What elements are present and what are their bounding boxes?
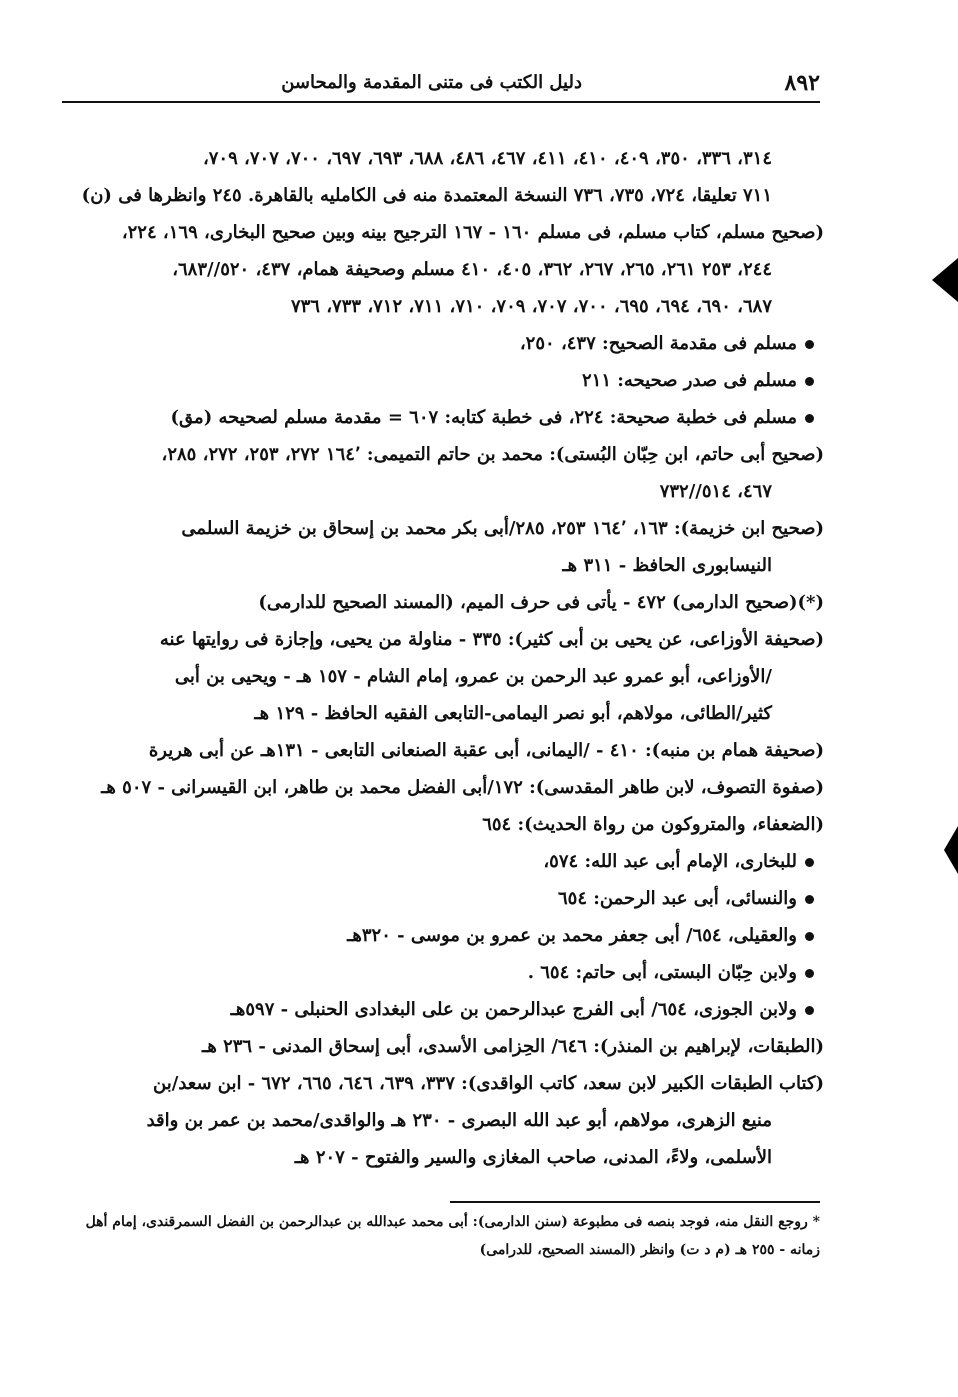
entry-line [60,214,824,251]
bullet-dot [805,1006,814,1015]
entry-text: ٦٨٧، ٦٩٠، ٦٩٤، ٦٩٥، ٧٠٠، ٧٠٧، ٧٠٩، ٧١٠، ٧١١، ٧١٢، ٧٣٣، ٧٣٦ [290,296,772,317]
bullet-dot [805,858,814,867]
entry-line [60,1028,824,1065]
entry-text: (صحيفة الأوزاعى، عن يحيى بن أبى كثير): ٣٣٥ - مناولة من يحيى، وإجازة فى روايتها عنه [159,629,824,650]
bulleted-entry-line [60,362,824,399]
bulleted-entry-line [60,399,824,436]
entry-line [60,288,824,325]
entry-text: الأسلمى، ولاءً، المدنى، صاحب المغازى والسير والفتوح - ٢٠٧ هـ [294,1147,772,1168]
bulleted-entry-line [60,325,824,362]
entry-line [60,658,824,695]
bulleted-entry-line [60,991,824,1028]
footnote [56,1208,820,1264]
footnote-rule [450,1201,820,1203]
entry-line [60,1139,824,1176]
entry-line [60,510,824,547]
entry-text: (صحيح أبى حاتم، ابن حِبّان البُستى): محمد بن حاتم التميمى: ١٦٤٬ ٢٧٢، ٢٥٣، ٢٧٢، ٢٨٥، [161,444,824,465]
bullet-dot [805,969,814,978]
entry-line [60,584,824,621]
entry-text: ٣١٤، ٣٣٦، ٣٥٠، ٤٠٩، ٤١٠، ٤١١، ٤٦٧، ٤٨٦، ٦٨٨، ٦٩٣، ٦٩٧، ٧٠٠، ٧٠٧، ٧٠٩، [202,148,772,169]
entry-text: (الضعفاء، والمتروكون من رواة الحديث): ٦٥٤ [482,814,824,835]
bullet-dot [805,340,814,349]
entry-text: (الطبقات، لإبراهيم بن المنذر): ٦٤٦/ الحِزامى الأسدى، أبى إسحاق المدنى - ٢٣٦ هـ [202,1036,824,1057]
footnote-line: * روجع النقل منه، فوجد بنصه فى مطبوعة (سنن الدارمى): أبى محمد عبدالله بن عبدالرحمن بن الفضل السمرقندى، إمام أهل [85,1214,820,1230]
entry-line [60,695,824,732]
entry-text: مسلم فى مقدمة الصحيح: ٤٣٧، ٢٥٠، [519,333,797,354]
entry-text: منيع الزهرى، مولاهم، أبو عبد الله البصرى - ٢٣٠ هـ والواقدى/محمد بن عمر بن واقد [146,1110,772,1131]
entry-line [60,1102,824,1139]
entry-text: ولابن الجوزى، ٦٥٤/ أبى الفرج عبدالرحمن بن على البغدادى الحنبلى - ٥٩٧هـ [230,999,797,1020]
entry-text: النيسابورى الحافظ - ٣١١ هـ [562,555,772,576]
page-number: ٨٩٢ [784,70,820,96]
entry-text: مسلم فى خطبة صحيحة: ٢٢٤، فى خطبة كتابه: ٦٠٧ = مقدمة مسلم لصحيحه (مق) [170,407,797,428]
entry-text: ولابن حِبّان البستى، أبى حاتم: ٦٥٤ . [527,962,797,983]
entry-text: (صحيح مسلم، كتاب مسلم، فى مسلم ١٦٠ - ١٦٧ الترجيح بينه وبين صحيح البخارى، ١٦٩، ٢٢٤، [121,222,824,243]
entry-text: والنسائى، أبى عبد الرحمن: ٦٥٤ [558,888,797,909]
entry-text: للبخارى، الإمام أبى عبد الله: ٥٧٤، [543,851,797,872]
page-header [62,66,820,100]
entry-line [60,251,824,288]
bullet-dot [805,932,814,941]
index-entries [60,140,824,1176]
bulleted-entry-line [60,843,824,880]
entry-line [60,806,824,843]
bulleted-entry-line [60,880,824,917]
entry-line [60,547,824,584]
entry-text: (صفوة التصوف، لابن طاهر المقدسى): ١٧٢/أبى الفضل محمد بن طاهر، ابن القيسرانى - ٥٠٧ هـ [101,777,824,798]
entry-text: مسلم فى صدر صحيحه: ٢١١ [581,370,797,391]
entry-line [60,177,824,214]
bulleted-entry-line [60,917,824,954]
bullet-dot [805,377,814,386]
bullet-dot [805,414,814,423]
header-rule [62,101,820,103]
footnote-line: زمانه - ٢٥٥ هـ (م د ت) وانظر (المسند الصحيح، للدرامى) [479,1242,820,1258]
running-title: دليل الكتب فى متنى المقدمة والمحاسن [281,72,582,93]
page-edge-tab-marker [932,258,958,302]
entry-text: والعقيلى، ٦٥٤/ أبى جعفر محمد بن عمرو بن موسى - ٣٢٠هـ [347,925,797,946]
entry-text: كثير/الطائى، مولاهم، أبو نصر اليمامى-التابعى الفقيه الحافظ - ١٢٩ هـ [254,703,772,724]
entry-line [60,1065,824,1102]
entry-line [60,769,824,806]
bullet-dot [805,895,814,904]
bulleted-entry-line [60,954,824,991]
entry-text: (*)(صحيح الدارمى) ٤٧٢ - يأتى فى حرف الميم، (المسند الصحيح للدارمى) [258,592,824,613]
entry-text: ٧١١ تعليقا، ٧٢٤، ٧٣٥، ٧٣٦ النسخة المعتمدة منه فى الكامليه بالقاهرة. ٢٤٥ وانظرها فى (ن) [81,185,772,206]
entry-line [60,621,824,658]
entry-text: /الأوزاعى، أبو عمرو عبد الرحمن بن عمرو، إمام الشام - ١٥٧ هـ - ويحيى بن أبى [174,666,772,687]
entry-text: (صحيح ابن خزيمة): ١٦٣، ١٦٤٬ ٢٥٣، ٢٨٥/أبى بكر محمد بن إسحاق بن خزيمة السلمى [181,518,824,539]
entry-text: (كتاب الطبقات الكبير لابن سعد، كاتب الواقدى): ٣٣٧، ٦٣٩، ٦٤٦، ٦٦٥، ٦٧٢ - ابن سعد/بن [153,1073,824,1094]
entry-line [60,436,824,473]
page-edge-tab-marker [944,826,958,874]
entry-text: ٤٦٧، ٥١٤//٧٣٢ [659,481,772,502]
entry-text: ٢٤٤، ٢٥٣ ٢٦١، ٢٦٥، ٢٦٧، ٣٦٢، ٤٠٥، ٤١٠ مسلم وصحيفة همام، ٤٣٧، ٥٢٠//٦٨٣، [172,259,772,280]
entry-line [60,140,824,177]
entry-line [60,732,824,769]
entry-text: (صحيفة همام بن منبه): ٤١٠ - /اليمانى، أبى عقبة الصنعانى التابعى - ١٣١هـ عن أبى هريرة [148,740,824,761]
entry-line [60,473,824,510]
